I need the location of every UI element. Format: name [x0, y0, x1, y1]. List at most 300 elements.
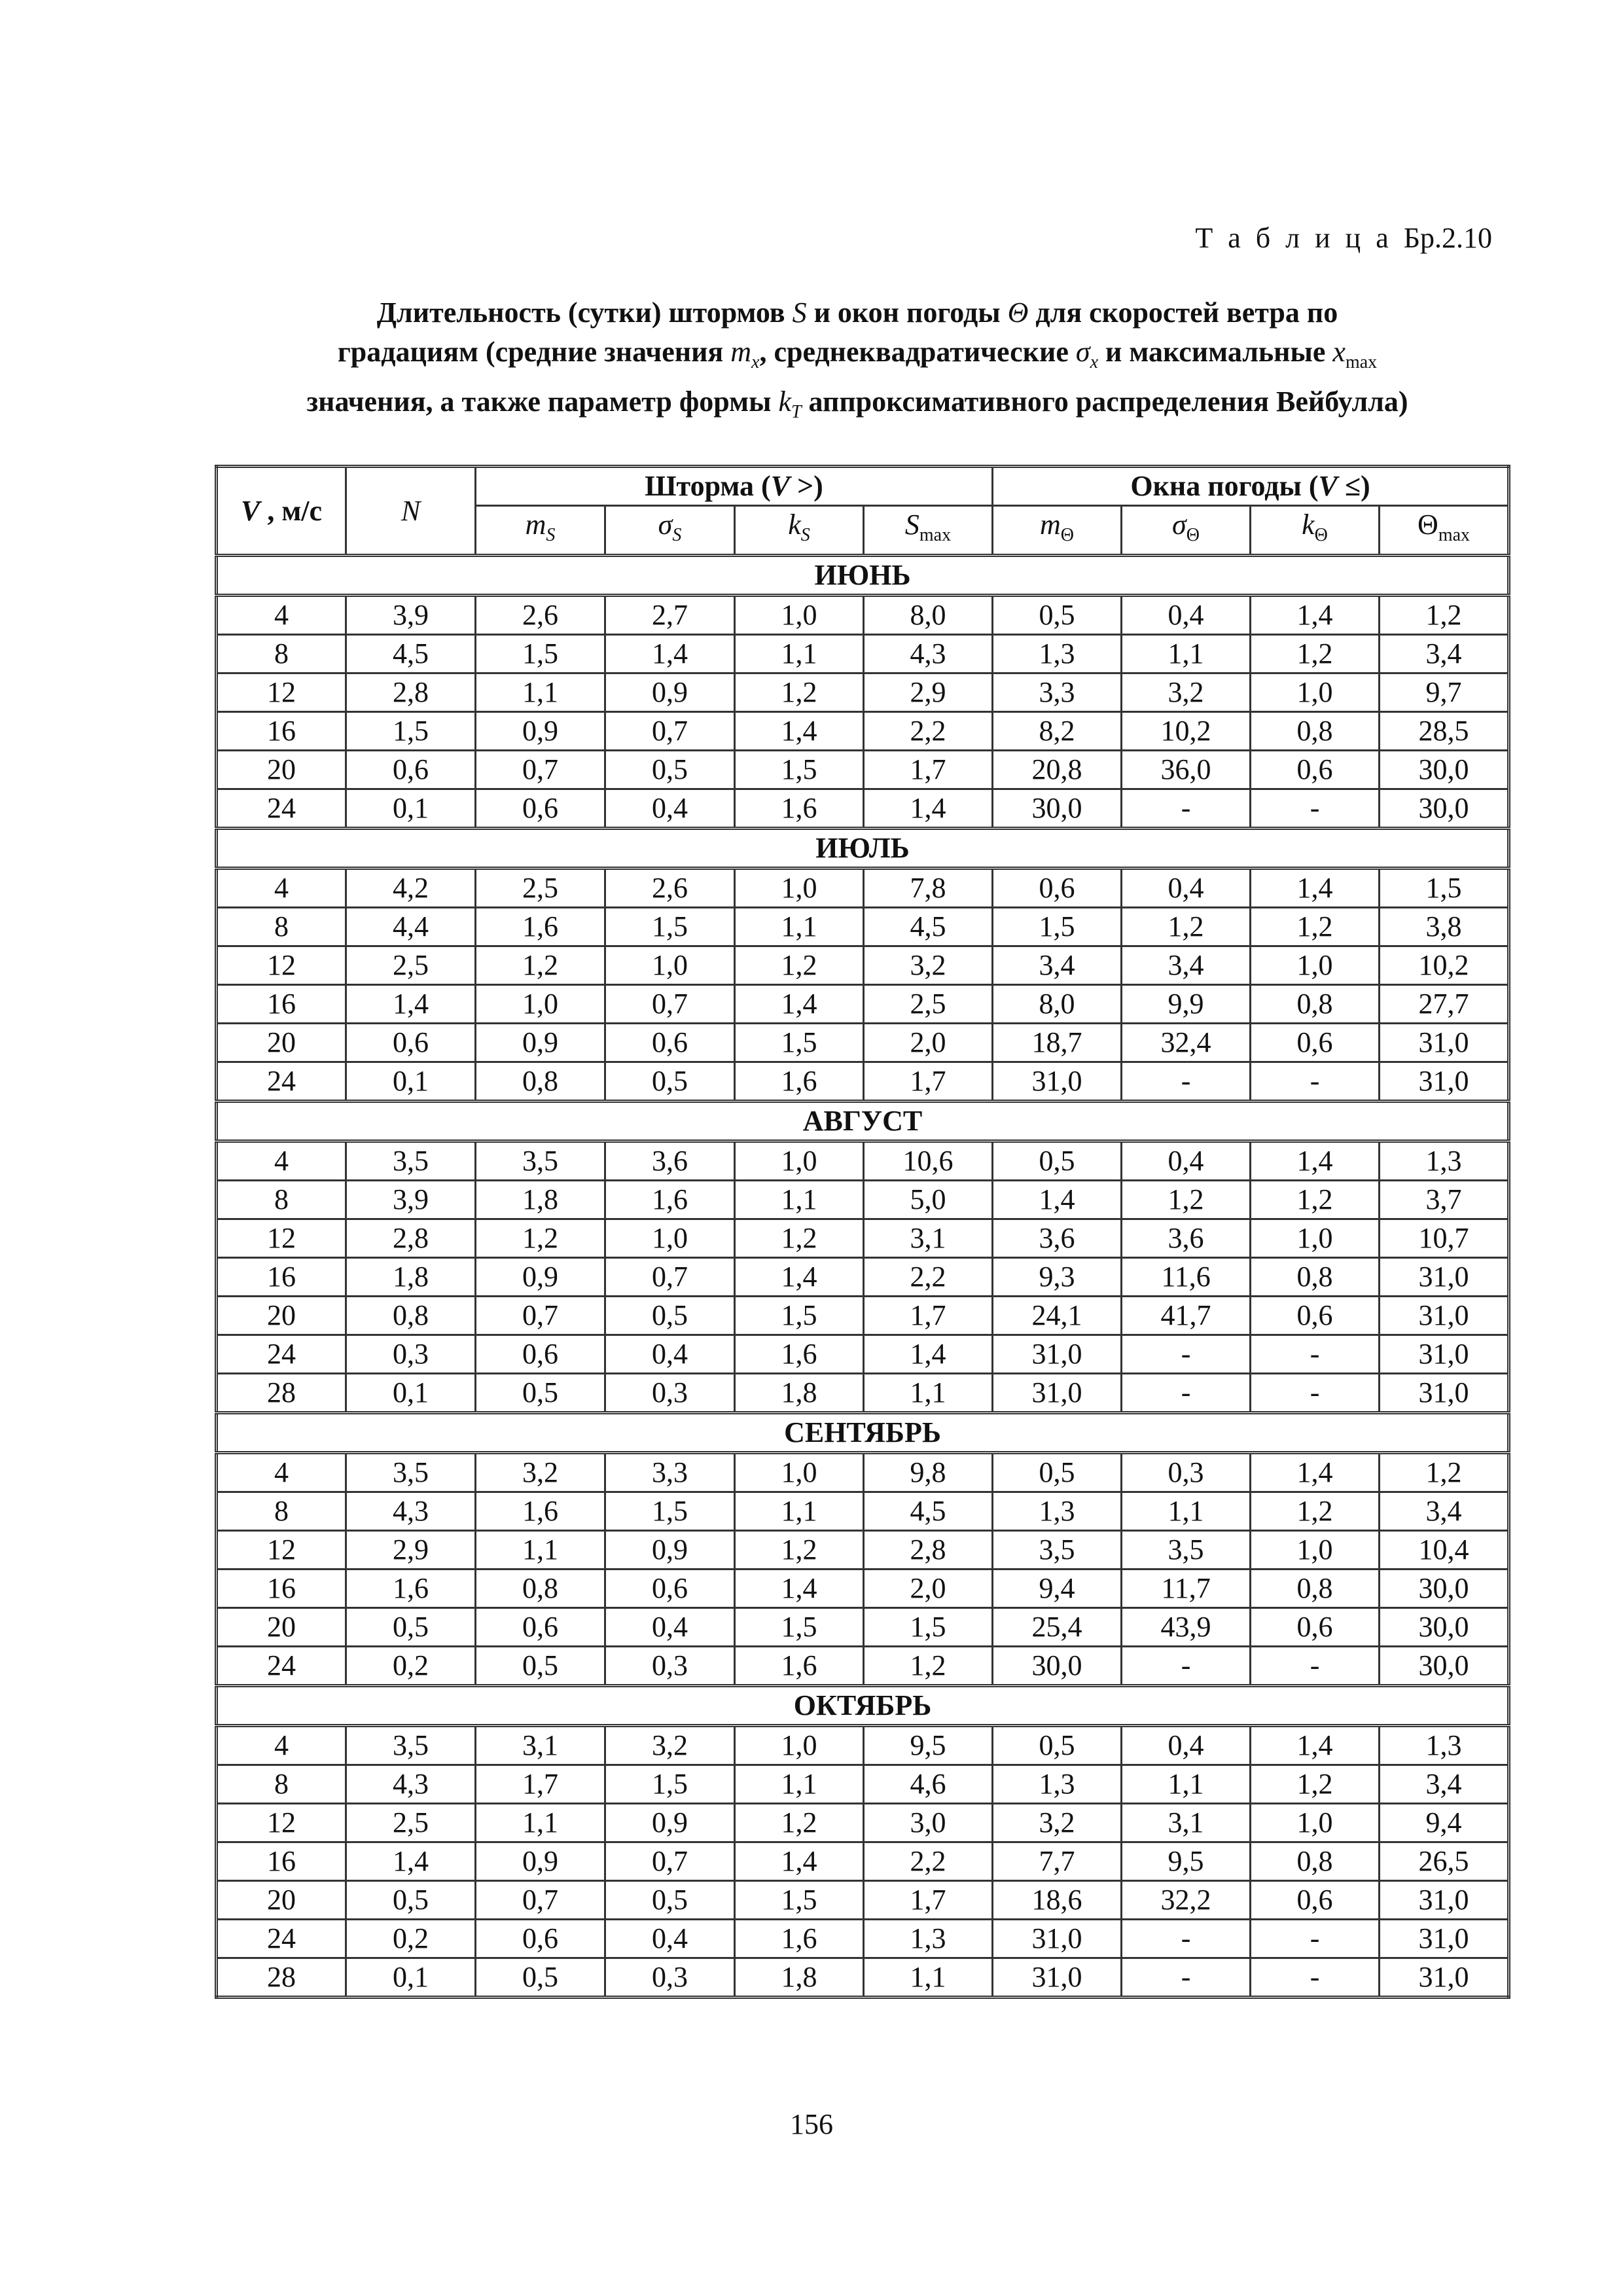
- table-cell: 0,5: [605, 751, 735, 789]
- table-cell: 0,5: [346, 1881, 476, 1920]
- header-symbol: k: [1302, 509, 1315, 541]
- header-symbol: Θ: [1418, 509, 1438, 541]
- table-cell: 16: [217, 1842, 346, 1881]
- table-cell: 28: [217, 1374, 346, 1413]
- table-cell: 1,6: [735, 789, 864, 829]
- table-cell: 2,2: [864, 712, 993, 751]
- table-cell: 0,5: [476, 1958, 605, 1998]
- table-cell: 2,0: [864, 1570, 993, 1608]
- table-cell: 7,7: [993, 1842, 1122, 1881]
- table-cell: 3,5: [346, 1141, 476, 1181]
- table-cell: 27,7: [1380, 985, 1509, 1024]
- header-symbol: m: [1040, 509, 1061, 541]
- table-cell: 12: [217, 673, 346, 712]
- table-cell: 4,2: [346, 869, 476, 908]
- table-cell: 3,4: [993, 946, 1122, 985]
- table-cell: 24: [217, 1647, 346, 1686]
- header-windows-text: ≤): [1337, 470, 1370, 502]
- table-cell: 4: [217, 1726, 346, 1765]
- table-cell: 31,0: [1380, 1374, 1509, 1413]
- header-k-s: [735, 506, 864, 556]
- table-cell: 1,1: [1122, 635, 1251, 673]
- header-symbol: S: [904, 509, 919, 541]
- table-cell: 30,0: [1380, 1647, 1509, 1686]
- table-cell: 1,0: [735, 869, 864, 908]
- header-m-s: [476, 506, 605, 556]
- table-cell: 30,0: [1380, 1608, 1509, 1647]
- table-cell: 0,6: [476, 1920, 605, 1958]
- header-storms-symbol: V: [770, 470, 791, 502]
- table-cell: 4: [217, 596, 346, 635]
- table-cell: 24,1: [993, 1297, 1122, 1335]
- table-row: [217, 1531, 1509, 1570]
- table-cell: 0,9: [476, 1024, 605, 1062]
- header-theta-max: [1380, 506, 1509, 556]
- caption-text: значения, а также параметр формы: [306, 385, 779, 418]
- table-cell: 31,0: [993, 1335, 1122, 1374]
- table-cell: 0,3: [605, 1958, 735, 1998]
- table-row: [217, 1920, 1509, 1958]
- table-cell: 4,3: [864, 635, 993, 673]
- table-cell: 4: [217, 1141, 346, 1181]
- header-symbol: σ: [658, 509, 673, 541]
- table-cell: 2,2: [864, 1842, 993, 1881]
- table-cell: 3,9: [346, 1181, 476, 1219]
- table-cell: 1,0: [1251, 1531, 1380, 1570]
- table-cell: 1,1: [864, 1374, 993, 1413]
- table-cell: 1,4: [346, 1842, 476, 1881]
- table-cell: 16: [217, 1570, 346, 1608]
- table-cell: 0,9: [605, 673, 735, 712]
- month-row: [217, 1413, 1509, 1453]
- table-cell: 0,9: [476, 712, 605, 751]
- table-cell: 0,5: [605, 1881, 735, 1920]
- table-row: [217, 1804, 1509, 1842]
- table-cell: 41,7: [1122, 1297, 1251, 1335]
- table-cell: 3,5: [993, 1531, 1122, 1570]
- table-cell: 18,7: [993, 1024, 1122, 1062]
- table-cell: 8: [217, 908, 346, 946]
- caption-text: для скоростей ветра по: [1028, 296, 1338, 329]
- table-cell: 0,2: [346, 1920, 476, 1958]
- table-cell: 0,5: [476, 1374, 605, 1413]
- table-cell: 0,4: [1122, 869, 1251, 908]
- table-cell: 1,7: [864, 1881, 993, 1920]
- table-cell: 31,0: [1380, 1258, 1509, 1297]
- month-row: [217, 556, 1509, 596]
- table-cell: 3,8: [1380, 908, 1509, 946]
- table-cell: 30,0: [993, 789, 1122, 829]
- table-cell: 1,4: [1251, 1726, 1380, 1765]
- table-cell: 16: [217, 1258, 346, 1297]
- table-row: [217, 1297, 1509, 1335]
- table-cell: 1,1: [476, 673, 605, 712]
- table-cell: 1,2: [1251, 1492, 1380, 1531]
- table-cell: 0,6: [605, 1570, 735, 1608]
- table-cell: 0,8: [1251, 1570, 1380, 1608]
- table-row: [217, 712, 1509, 751]
- header-windows-text: Окна погоды (: [1130, 470, 1319, 502]
- header-sub: max: [1438, 524, 1471, 545]
- table-cell: 3,2: [993, 1804, 1122, 1842]
- table-cell: 1,5: [735, 1024, 864, 1062]
- table-row: [217, 1374, 1509, 1413]
- table-cell: 0,7: [605, 1258, 735, 1297]
- table-cell: 0,8: [1251, 1258, 1380, 1297]
- table-cell: 5,0: [864, 1181, 993, 1219]
- table-cell: 24: [217, 1335, 346, 1374]
- table-cell: 1,4: [735, 1842, 864, 1881]
- table-cell: 3,5: [1122, 1531, 1251, 1570]
- table-cell: 1,5: [1380, 869, 1509, 908]
- table-cell: 1,5: [735, 1881, 864, 1920]
- table-cell: 20: [217, 751, 346, 789]
- table-cell: 1,1: [735, 1765, 864, 1804]
- header-v: [217, 467, 346, 556]
- table-cell: 1,1: [1122, 1765, 1251, 1804]
- table-cell: 9,4: [993, 1570, 1122, 1608]
- table-cell: 1,1: [735, 635, 864, 673]
- table-cell: 0,6: [346, 751, 476, 789]
- table-cell: -: [1122, 1335, 1251, 1374]
- table-cell: 31,0: [1380, 1062, 1509, 1102]
- table-cell: 31,0: [1380, 1024, 1509, 1062]
- month-row: [217, 829, 1509, 869]
- table-cell: 1,4: [1251, 1453, 1380, 1492]
- table-row: [217, 1881, 1509, 1920]
- table-cell: 4,5: [864, 1492, 993, 1531]
- table-row: [217, 635, 1509, 673]
- table-cell: 31,0: [993, 1062, 1122, 1102]
- caption-var-s: S: [792, 296, 807, 329]
- table-cell: 0,4: [605, 1920, 735, 1958]
- table-label: [1195, 221, 1492, 255]
- table-cell: 1,0: [476, 985, 605, 1024]
- table-cell: 1,6: [476, 1492, 605, 1531]
- table-cell: 1,2: [735, 1804, 864, 1842]
- table-cell: 1,2: [1380, 1453, 1509, 1492]
- table-cell: 0,9: [476, 1842, 605, 1881]
- table-cell: 12: [217, 946, 346, 985]
- table-cell: 1,0: [735, 1726, 864, 1765]
- table-cell: 1,0: [1251, 946, 1380, 985]
- table-cell: 24: [217, 1920, 346, 1958]
- table-cell: 8,0: [993, 985, 1122, 1024]
- table-cell: 0,3: [1122, 1453, 1251, 1492]
- table-cell: 0,2: [346, 1647, 476, 1686]
- table-cell: 1,6: [476, 908, 605, 946]
- month-row: [217, 1102, 1509, 1141]
- table-cell: 8,2: [993, 712, 1122, 751]
- table-cell: 20: [217, 1608, 346, 1647]
- caption-text: и максимальные: [1098, 336, 1333, 368]
- table-caption: [216, 293, 1499, 432]
- table-cell: 32,2: [1122, 1881, 1251, 1920]
- table-cell: 1,6: [735, 1647, 864, 1686]
- table-cell: 1,5: [346, 712, 476, 751]
- table-row: [217, 1570, 1509, 1608]
- table-cell: 2,5: [346, 1804, 476, 1842]
- caption-var-k: k: [778, 385, 791, 418]
- table-cell: 10,7: [1380, 1219, 1509, 1258]
- table-cell: 1,7: [864, 751, 993, 789]
- table-cell: 10,2: [1122, 712, 1251, 751]
- table-cell: 16: [217, 985, 346, 1024]
- table-cell: 9,5: [1122, 1842, 1251, 1881]
- table-row: [217, 1958, 1509, 1998]
- caption-var-x: x: [1332, 336, 1346, 368]
- table-cell: 0,6: [1251, 1297, 1380, 1335]
- table-cell: 1,1: [864, 1958, 993, 1998]
- table-cell: 3,2: [1122, 673, 1251, 712]
- caption-sub: x: [1090, 351, 1098, 372]
- table-cell: 1,2: [1251, 1181, 1380, 1219]
- table-label-number: Бр.2.10: [1403, 222, 1492, 254]
- table-cell: 0,7: [605, 1842, 735, 1881]
- table-row: [217, 1842, 1509, 1881]
- table-cell: 3,1: [864, 1219, 993, 1258]
- table-cell: 0,5: [605, 1062, 735, 1102]
- table-cell: 1,6: [735, 1920, 864, 1958]
- table-row: [217, 908, 1509, 946]
- table-cell: 0,9: [605, 1804, 735, 1842]
- table-row: [217, 1062, 1509, 1102]
- table-cell: 26,5: [1380, 1842, 1509, 1881]
- table-cell: 0,3: [605, 1374, 735, 1413]
- table-row: [217, 1765, 1509, 1804]
- table-cell: 0,6: [476, 1608, 605, 1647]
- table-row: [217, 1335, 1509, 1374]
- table-cell: 31,0: [993, 1920, 1122, 1958]
- table-cell: 3,4: [1380, 635, 1509, 673]
- header-sub: Θ: [1060, 524, 1075, 545]
- table-cell: 1,6: [735, 1335, 864, 1374]
- table-cell: 3,1: [1122, 1804, 1251, 1842]
- table-cell: 31,0: [993, 1374, 1122, 1413]
- table-cell: 0,3: [346, 1335, 476, 1374]
- table-cell: 0,6: [1251, 1881, 1380, 1920]
- table-cell: 0,4: [605, 789, 735, 829]
- table-cell: 0,5: [993, 1453, 1122, 1492]
- table-cell: 1,2: [476, 1219, 605, 1258]
- table-cell: 2,8: [346, 673, 476, 712]
- table-cell: 4,5: [346, 635, 476, 673]
- caption-sub: T: [791, 401, 802, 422]
- table-cell: 3,3: [605, 1453, 735, 1492]
- table-cell: -: [1251, 1335, 1380, 1374]
- table-cell: 8,0: [864, 596, 993, 635]
- table-cell: 1,3: [993, 635, 1122, 673]
- table-cell: 3,5: [346, 1453, 476, 1492]
- table-cell: 2,5: [864, 985, 993, 1024]
- table-cell: 1,4: [346, 985, 476, 1024]
- weibull-table: [215, 465, 1510, 1999]
- table-cell: 0,9: [476, 1258, 605, 1297]
- header-sub: max: [919, 524, 952, 545]
- table-cell: 4: [217, 869, 346, 908]
- table-cell: 1,5: [993, 908, 1122, 946]
- table-cell: 2,5: [476, 869, 605, 908]
- caption-var-sigma: σ: [1075, 336, 1090, 368]
- table-cell: 1,3: [993, 1765, 1122, 1804]
- table-cell: 1,8: [735, 1958, 864, 1998]
- table-cell: 4,3: [346, 1492, 476, 1531]
- table-cell: 25,4: [993, 1608, 1122, 1647]
- table-row: [217, 1726, 1509, 1765]
- table-cell: 9,7: [1380, 673, 1509, 712]
- table-cell: 1,5: [476, 635, 605, 673]
- table-cell: 1,8: [476, 1181, 605, 1219]
- header-s-max: [864, 506, 993, 556]
- table-cell: 1,4: [864, 789, 993, 829]
- table-cell: 9,4: [1380, 1804, 1509, 1842]
- table-cell: 8: [217, 1765, 346, 1804]
- table-cell: -: [1122, 1062, 1251, 1102]
- table-cell: -: [1251, 789, 1380, 829]
- table-cell: 1,8: [735, 1374, 864, 1413]
- table-cell: 0,5: [993, 1726, 1122, 1765]
- table-cell: 1,0: [605, 946, 735, 985]
- table-cell: 3,2: [605, 1726, 735, 1765]
- table-cell: 31,0: [1380, 1958, 1509, 1998]
- table-cell: 8: [217, 635, 346, 673]
- table-cell: 30,0: [993, 1647, 1122, 1686]
- table-cell: 0,1: [346, 789, 476, 829]
- table-cell: 1,5: [735, 1297, 864, 1335]
- header-sub: S: [800, 524, 810, 545]
- table-cell: 11,7: [1122, 1570, 1251, 1608]
- caption-var-m: m: [730, 336, 752, 368]
- table-row: [217, 1181, 1509, 1219]
- table-cell: 2,6: [476, 596, 605, 635]
- header-storms-text: >): [790, 470, 823, 502]
- table-cell: 30,0: [1380, 789, 1509, 829]
- table-cell: -: [1122, 789, 1251, 829]
- table-cell: 0,8: [476, 1570, 605, 1608]
- table-cell: 32,4: [1122, 1024, 1251, 1062]
- table-cell: 1,2: [1251, 1765, 1380, 1804]
- table-row: [217, 673, 1509, 712]
- table-cell: 1,1: [735, 1492, 864, 1531]
- table-cell: 0,3: [605, 1647, 735, 1686]
- header-sigma-s: [605, 506, 735, 556]
- table-cell: 0,6: [476, 789, 605, 829]
- table-cell: 1,2: [1122, 1181, 1251, 1219]
- header-storms: [476, 467, 993, 506]
- table-cell: 2,5: [346, 946, 476, 985]
- table-body: [217, 556, 1509, 1998]
- table-cell: 1,0: [735, 596, 864, 635]
- table-cell: 43,9: [1122, 1608, 1251, 1647]
- table-cell: 28,5: [1380, 712, 1509, 751]
- table-cell: -: [1122, 1374, 1251, 1413]
- header-sub: Θ: [1314, 524, 1328, 545]
- table-cell: 30,0: [1380, 751, 1509, 789]
- table-cell: 0,6: [346, 1024, 476, 1062]
- table-cell: 31,0: [1380, 1335, 1509, 1374]
- table-cell: 0,4: [605, 1335, 735, 1374]
- table-row: [217, 985, 1509, 1024]
- table-cell: 1,4: [735, 712, 864, 751]
- table-cell: 3,1: [476, 1726, 605, 1765]
- table-cell: 31,0: [1380, 1881, 1509, 1920]
- table-row: [217, 751, 1509, 789]
- month-row: [217, 1686, 1509, 1726]
- table-cell: 4,5: [864, 908, 993, 946]
- table-cell: 0,8: [1251, 1842, 1380, 1881]
- table-cell: 1,4: [1251, 596, 1380, 635]
- table-label-prefix: Т а б л и ц а: [1195, 222, 1393, 254]
- table-cell: 1,5: [605, 1492, 735, 1531]
- table-cell: -: [1122, 1958, 1251, 1998]
- table-cell: 1,7: [864, 1062, 993, 1102]
- table-cell: 24: [217, 1062, 346, 1102]
- table-cell: 20: [217, 1024, 346, 1062]
- table-cell: 9,5: [864, 1726, 993, 1765]
- table-row: [217, 869, 1509, 908]
- table-cell: 1,4: [605, 635, 735, 673]
- table-cell: 10,2: [1380, 946, 1509, 985]
- table-cell: 1,0: [605, 1219, 735, 1258]
- table-cell: 1,2: [735, 673, 864, 712]
- table-cell: 1,2: [1122, 908, 1251, 946]
- table-cell: 10,6: [864, 1141, 993, 1181]
- table-cell: 0,9: [605, 1531, 735, 1570]
- table-cell: 0,1: [346, 1958, 476, 1998]
- table-cell: 1,1: [735, 908, 864, 946]
- table-cell: 1,2: [1251, 908, 1380, 946]
- table-cell: 2,8: [864, 1531, 993, 1570]
- table-cell: 1,2: [1251, 635, 1380, 673]
- table-cell: 28: [217, 1958, 346, 1998]
- header-symbol: σ: [1172, 509, 1186, 541]
- table-cell: 3,2: [864, 946, 993, 985]
- caption-text: и окон погоды: [806, 296, 1008, 329]
- table-row: [217, 1219, 1509, 1258]
- table-cell: 1,5: [605, 1765, 735, 1804]
- table-cell: 0,7: [476, 1297, 605, 1335]
- header-sub: S: [672, 524, 682, 545]
- table-cell: 1,8: [346, 1258, 476, 1297]
- header-symbol: m: [525, 509, 546, 541]
- table-cell: -: [1251, 1920, 1380, 1958]
- table-cell: 16: [217, 712, 346, 751]
- table-cell: 1,3: [1380, 1726, 1509, 1765]
- table-cell: -: [1251, 1374, 1380, 1413]
- table-cell: 3,3: [993, 673, 1122, 712]
- table-row: [217, 1608, 1509, 1647]
- table-cell: 0,8: [476, 1062, 605, 1102]
- table-cell: 1,4: [864, 1335, 993, 1374]
- table-cell: 1,2: [735, 1219, 864, 1258]
- table-cell: 1,0: [1251, 673, 1380, 712]
- header-k-theta: [1251, 506, 1380, 556]
- table-cell: 0,6: [605, 1024, 735, 1062]
- table-cell: 31,0: [993, 1958, 1122, 1998]
- header-sub: S: [546, 524, 556, 545]
- table-cell: 12: [217, 1219, 346, 1258]
- table-cell: 31,0: [1380, 1920, 1509, 1958]
- table-cell: 1,0: [1251, 1804, 1380, 1842]
- table-cell: 9,3: [993, 1258, 1122, 1297]
- table-cell: 0,7: [476, 751, 605, 789]
- table-cell: 1,6: [346, 1570, 476, 1608]
- table-cell: 2,0: [864, 1024, 993, 1062]
- table-row: [217, 1141, 1509, 1181]
- header-n: N: [346, 467, 476, 556]
- table-cell: 1,2: [1380, 596, 1509, 635]
- month-name: АВГУСТ: [217, 1102, 1509, 1141]
